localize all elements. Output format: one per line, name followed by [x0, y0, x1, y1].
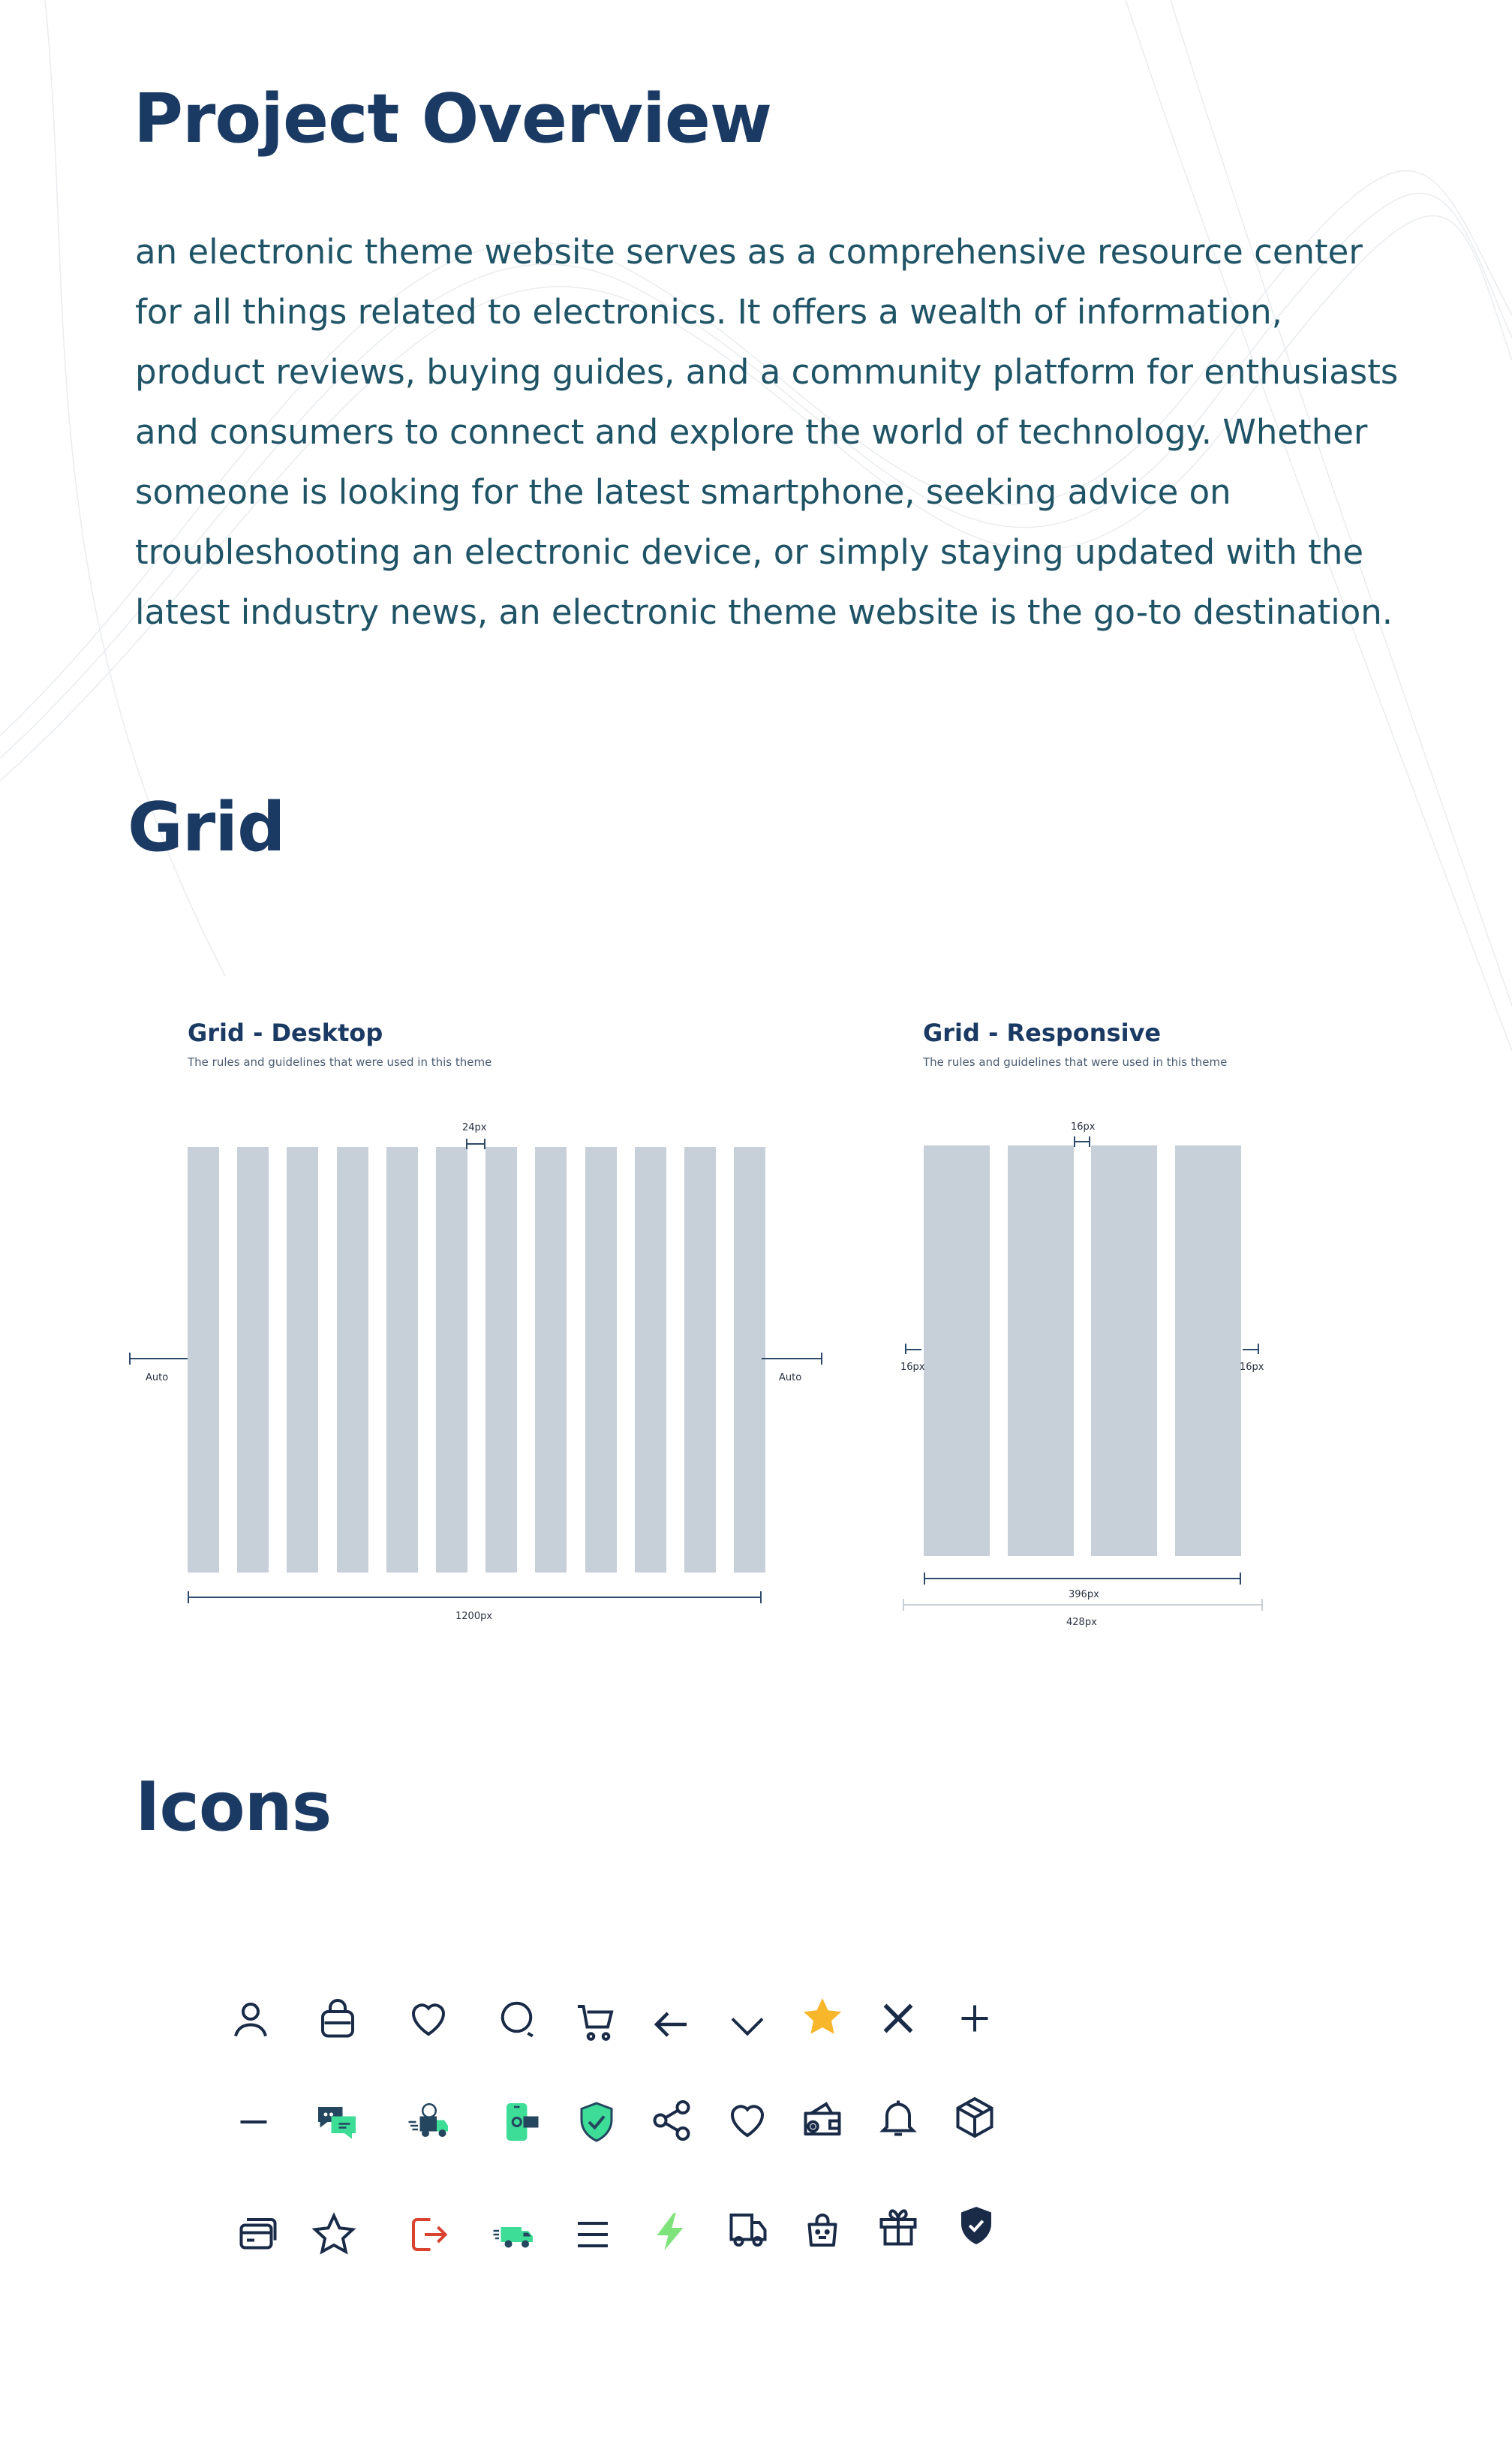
- grid-responsive-gutter-label: 16px: [1071, 1121, 1096, 1133]
- grid-desktop-gutter-label: 24px: [462, 1122, 487, 1133]
- icons-section-title: Icons: [135, 1768, 332, 1846]
- grid-desktop-right-margin-label: Auto: [779, 1372, 802, 1383]
- grid-desktop-title: Grid - Desktop: [188, 1019, 383, 1047]
- chevron-down-icon: [721, 1998, 774, 2051]
- grid-responsive-left-margin-label: 16px: [900, 1362, 925, 1373]
- grid-desktop-width-label: 1200px: [455, 1611, 493, 1622]
- grid-responsive-column: [924, 1145, 990, 1556]
- heart-outline-icon: [721, 2094, 774, 2147]
- grid-desktop-column: [237, 1147, 269, 1573]
- grid-desktop-column: [535, 1147, 567, 1573]
- bell-icon: [872, 2091, 924, 2144]
- menu-icon: [567, 2208, 619, 2261]
- grid-responsive-outer-width-measure: [903, 1604, 1263, 1606]
- grid-responsive-inner-width-label: 396px: [1069, 1589, 1099, 1600]
- heart-icon: [402, 1993, 455, 2045]
- grid-desktop-left-margin-label: Auto: [146, 1372, 169, 1383]
- grid-responsive-outer-tick-right: [1261, 1599, 1263, 1611]
- grid-responsive-gutter-tick-left: [1074, 1136, 1075, 1147]
- cart-icon: [570, 1995, 623, 2048]
- fast-delivery-icon: [403, 2096, 455, 2148]
- overview-paragraph: an electronic theme website serves as a comprehensive resource center for all things related to electronics. It offers a wealth of information, product reviews, buying guides, and a community platform for enthusiasts and consumers to connect and explore the world of technology. Whether someone is looking for the latest smartphone, seeking advice on troubleshooting an electronic device, or simply staying updated with the latest industry news, an electronic theme website is the go-to destination.: [135, 232, 1399, 632]
- grid-responsive-column: [1175, 1145, 1241, 1556]
- wallet-add-icon: [796, 2093, 849, 2145]
- grid-responsive-right-margin-measure: [1243, 1349, 1259, 1350]
- grid-responsive-gutter-measure: [1074, 1141, 1090, 1142]
- grid-responsive-inner-width-measure: [924, 1578, 1241, 1579]
- grid-desktop-gutter-measure: [467, 1143, 485, 1145]
- chat-support-icon: [311, 2096, 363, 2148]
- grid-desktop-left-margin-measure: [129, 1358, 188, 1359]
- grid-desktop-left-margin-tick: [129, 1353, 131, 1365]
- shield-badge-icon: [950, 2199, 1002, 2252]
- grid-desktop-column: [287, 1147, 318, 1573]
- star-outline-icon: [308, 2208, 360, 2261]
- grid-desktop-column: [485, 1147, 517, 1573]
- box-icon: [948, 2091, 1001, 2144]
- grid-responsive-left-margin-measure: [905, 1349, 921, 1350]
- delivery-van-icon: [488, 2208, 540, 2261]
- plus-icon: [948, 1992, 1001, 2045]
- close-icon: [872, 1992, 924, 2045]
- grid-desktop-right-margin-tick: [821, 1353, 822, 1365]
- grid-desktop-right-margin-measure: [762, 1358, 822, 1359]
- arrow-left-icon: [645, 1998, 698, 2051]
- bag-icon: [311, 1993, 364, 2045]
- logout-icon: [402, 2208, 455, 2261]
- grid-desktop-width-tick-left: [188, 1591, 189, 1603]
- grid-desktop-column: [585, 1147, 617, 1573]
- grid-desktop-width-tick-right: [760, 1591, 762, 1603]
- lightning-icon: [644, 2205, 696, 2258]
- grid-desktop-column: [734, 1147, 765, 1573]
- grid-desktop-column: [635, 1147, 666, 1573]
- grid-responsive-right-margin-tick: [1258, 1344, 1259, 1354]
- grid-desktop-gutter-tick-left: [466, 1139, 467, 1149]
- grid-responsive-inner-tick-right: [1240, 1573, 1241, 1585]
- grid-responsive-gutter-tick-right: [1089, 1136, 1090, 1147]
- shopping-basket-icon: [796, 2204, 849, 2256]
- grid-responsive-right-margin-label: 16px: [1240, 1362, 1264, 1373]
- grid-responsive-title: Grid - Responsive: [923, 1019, 1162, 1047]
- grid-responsive-left-margin-tick: [905, 1344, 906, 1354]
- grid-responsive-inner-tick-left: [924, 1573, 925, 1585]
- grid-responsive-column: [1091, 1145, 1157, 1556]
- page-title: Project Overview: [134, 80, 772, 158]
- grid-responsive-outer-tick-left: [903, 1599, 904, 1611]
- star-filled-icon: [796, 1991, 849, 2043]
- grid-section-title: Grid: [128, 788, 285, 867]
- grid-desktop-width-measure: [188, 1597, 762, 1598]
- grid-desktop-subtitle: The rules and guidelines that were used in this theme: [188, 1055, 492, 1069]
- grid-desktop-column: [188, 1147, 219, 1573]
- grid-responsive-outer-width-label: 428px: [1066, 1617, 1097, 1628]
- grid-desktop-gutter-tick-right: [484, 1139, 485, 1149]
- gift-icon: [872, 2201, 924, 2253]
- grid-desktop-column: [386, 1147, 418, 1573]
- minus-icon: [227, 2096, 280, 2148]
- grid-desktop-column: [684, 1147, 716, 1573]
- credit-card-icon: [232, 2208, 284, 2261]
- grid-responsive-column: [1008, 1145, 1074, 1556]
- share-icon: [645, 2094, 698, 2147]
- mobile-payment-icon: [495, 2096, 548, 2148]
- search-icon: [492, 1993, 545, 2045]
- grid-responsive-subtitle: The rules and guidelines that were used in this theme: [923, 1055, 1228, 1069]
- grid-desktop-column: [337, 1147, 368, 1573]
- truck-icon: [722, 2204, 774, 2256]
- shield-check-icon: [570, 2096, 623, 2148]
- grid-desktop-column: [436, 1147, 467, 1573]
- user-icon: [224, 1993, 277, 2045]
